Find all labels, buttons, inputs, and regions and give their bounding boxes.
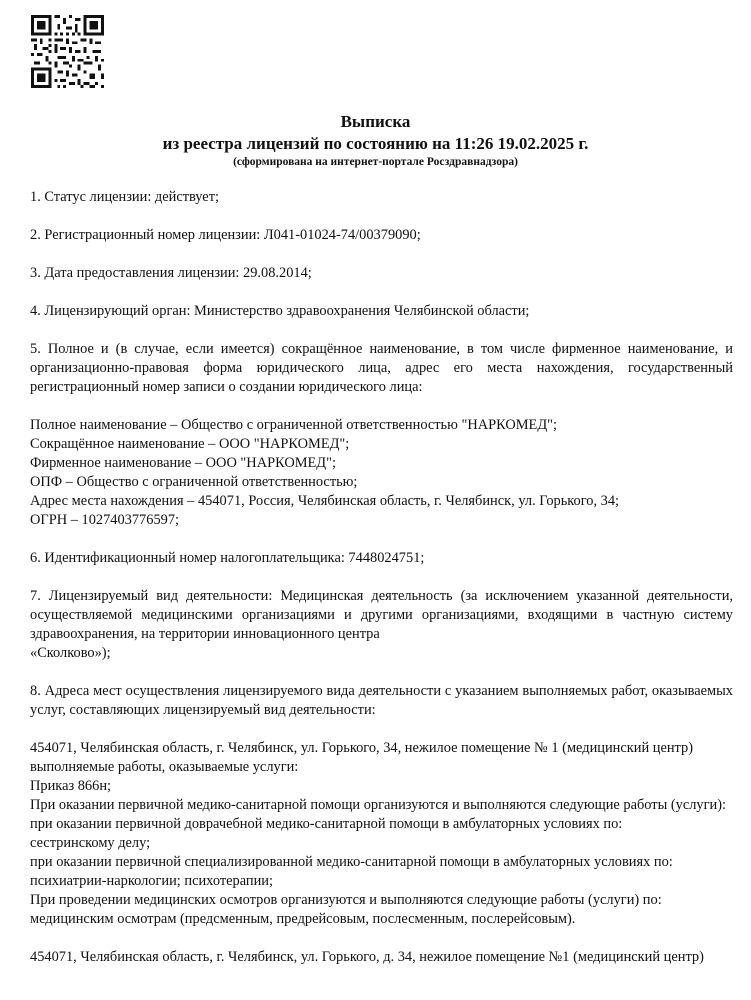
- activity-type-end: «Сколково»);: [30, 645, 111, 661]
- item-activity-addresses-heading: 8. Адреса мест осуществления лицензируемого вида деятельности с указанием выполняемых работ, оказываемых услуг, составляющих лицензируемый вид деятельности:: [30, 683, 733, 718]
- works-heading: выполняемые работы, оказываемые услуги:: [30, 759, 299, 775]
- document-body: [30, 188, 733, 986]
- org-short-name: Сокращённое наименование – ООО "НАРКОМЕД";: [30, 436, 350, 452]
- pre-medical-care-line: при оказании первичной доврачебной медико-санитарной помощи в амбулаторных условиях по:: [30, 816, 623, 832]
- org-ogrn: ОГРН – 1027403776597;: [30, 512, 180, 528]
- item-registration-number: 2. Регистрационный номер лицензии: Л041-01024-74/00379090;: [30, 227, 421, 243]
- psychiatry-line: психиатрии-наркологии; психотерапии;: [30, 873, 273, 889]
- item-licensing-authority: 4. Лицензирующий орган: Министерство здравоохранения Челябинской области;: [30, 303, 530, 319]
- document-subtitle: из реестра лицензий по состоянию на 11:26 19.02.2025 г.: [162, 134, 589, 153]
- medical-exams-types-line: медицинским осмотрам (предсменным, предрейсовым, послесменным, послерейсовым).: [30, 911, 576, 927]
- document-title: Выписка: [340, 112, 411, 131]
- org-address: Адрес места нахождения – 454071, Россия, Челябинская область, г. Челябинск, ул. Горького, 34;: [30, 493, 620, 509]
- org-legal-form: ОПФ – Общество с ограниченной ответственностью;: [30, 474, 358, 490]
- item-inn: 6. Идентификационный номер налогоплательщика: 7448024751;: [30, 550, 425, 566]
- item-organization-heading: 5. Полное и (в случае, если имеется) сокращённое наименование, в том числе фирменное наименование, и организационно-правовая форма юридического лица, адрес его места нахождения, государственный регистрационный номер записи о создании юридического лица:: [30, 341, 733, 395]
- qr-code: [31, 15, 104, 88]
- activity-type-text: 7. Лицензируемый вид деятельности: Медицинская деятельность (за исключением указанной деятельности, осуществляемой медицинскими организациями и другими организациями, входящими в частную систему здравоохранения, на территории инновационного центра: [30, 588, 733, 642]
- order-reference: Приказ 866н;: [30, 778, 112, 794]
- organization-details: [30, 416, 733, 530]
- item-activity-type: [30, 587, 733, 663]
- document-header: [0, 111, 751, 169]
- activity-address-block-2: 454071, Челябинская область, г. Челябинск, ул. Горького, д. 34, нежилое помещение №1 (медицинский центр): [30, 949, 704, 965]
- org-brand-name: Фирменное наименование – ООО "НАРКОМЕД";: [30, 455, 336, 471]
- medical-exams-line: При проведении медицинских осмотров организуются и выполняются следующие работы (услуги) по:: [30, 892, 662, 908]
- item-license-status: 1. Статус лицензии: действует;: [30, 189, 219, 205]
- document-source-note: (сформирована на интернет-портале Росздравнадзора): [233, 156, 518, 168]
- activity-address-block-1: [30, 739, 733, 929]
- nursing-line: сестринскому делу;: [30, 835, 151, 851]
- org-full-name: Полное наименование – Общество с ограниченной ответственностью "НАРКОМЕД";: [30, 417, 558, 433]
- primary-care-works: При оказании первичной медико-санитарной помощи организуются и выполняются следующие работы (услуги):: [30, 797, 727, 813]
- item-issue-date: 3. Дата предоставления лицензии: 29.08.2014;: [30, 265, 312, 281]
- address-1-line: 454071, Челябинская область, г. Челябинск, ул. Горького, 34, нежилое помещение № 1 (медицинский центр): [30, 740, 693, 756]
- specialized-care-line: при оказании первичной специализированной медико-санитарной помощи в амбулаторных условиях по:: [30, 854, 673, 870]
